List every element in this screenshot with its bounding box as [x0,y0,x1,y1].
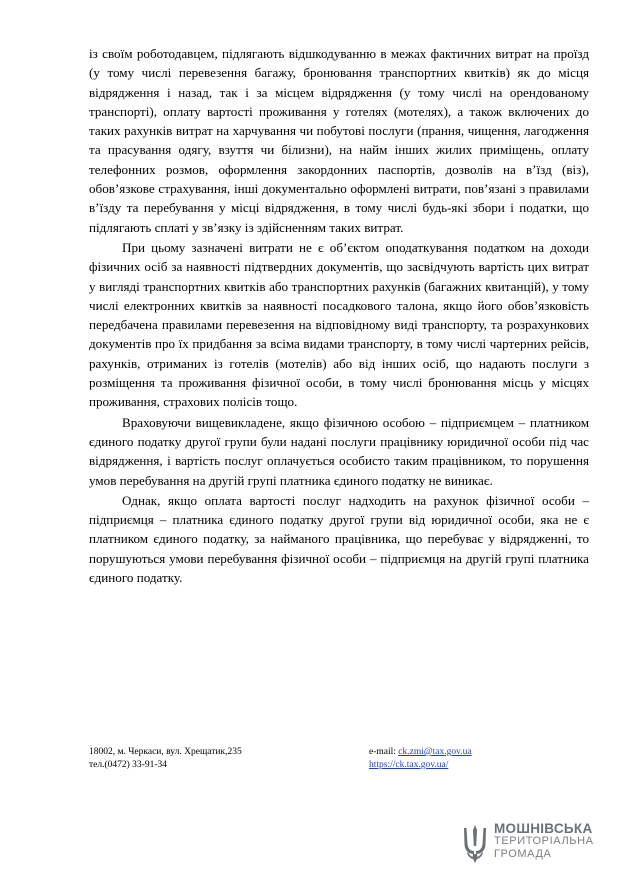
logo-line-2: ТЕРИТОРІАЛЬНА [494,835,594,847]
footer-email-line [369,746,472,759]
email-label: e-mail: [369,747,399,757]
footer-website-line [369,759,472,772]
footer-phone: тел.(0472) 33-91-34 [89,760,168,770]
paragraph-2: При цьому зазначені витрати не є об’єктом оподаткування податком на доходи фізичних осіб за наявності підтвердних документів, що засвідчують вартість цих витрат у вигляді транспортних квитків або транспортних рахунків (багажних квитанцій), у тому числі електронних квитків за наявності посадкового талона, якщо його обов’язковість передбачена правилами перевезення на відповідному виді транспорту, та розрахункових документів про їх придбання за всіма видами транспорту, в тому числі чартерних рейсів, рахунків, отриманих із готелів (мотелів) або від інших осіб, що надають послуги з розміщення та проживання фізичної особи, в тому числі бронювання місць у місцях проживання, страхових полісів тощо. [89,239,589,410]
footer-online [369,746,472,772]
document-body [89,44,589,587]
logo-line-1: МОШНІВСЬКА [494,821,593,836]
logo-text [494,822,594,861]
footer-contacts [89,746,242,772]
paragraph-4: Однак, якщо оплата вартості послуг надходить на рахунок фізичної особи – підприємця – платника єдиного податку другої групи від юридичної особи, яка не є платником єдиного податку, за найманого працівника, що перебуває у відрядженні, то порушуються умови перебування фізичної особи – підприємця на другій групі платника єдиного податку. [89,492,589,586]
paragraph-1: із своїм роботодавцем, підлягають відшкодуванню в межах фактичних витрат на проїзд (у тому числі перевезення багажу, бронювання транспортних квитків) як до місця відрядження і назад, так і за місцем відрядження (у тому числі на орендованому транспорті), оплату вартості проживання у готелях (мотелях), а також включених до таких рахунків витрат на харчування чи побутові послуги (прання, чищення, лагодження та прасування одягу, взуття чи білизни), на найм інших жилих приміщень, оплату телефонних розмов, оформлення закордонних паспортів, дозволів на в’їзд (віз), обов’язкове страхування, інші документально оформлені витрати, пов’язані з правилами в’їзду та перебування у місці відрядження, в тому числі будь-які збори і податки, що підлягають сплаті у зв’язку із здійсненням таких витрат. [89,46,589,235]
trident-icon [462,824,488,864]
logo-line-3: ГРОМАДА [494,848,552,860]
footer-address: 18002, м. Черкаси, вул. Хрещатик,235 [89,747,242,757]
website-link[interactable]: https://ck.tax.gov.ua/ [369,760,449,770]
paragraph-3: Враховуючи вищевикладене, якщо фізичною особою – підприємцем – платником єдиного податку другої групи були надані послуги працівнику юридичної особи під час відрядження, і вартість послуг оплачується особисто таким працівником, то порушення умов перебування на другій групі платника єдиного податку не виникає. [89,414,589,488]
community-logo [462,822,602,868]
email-link[interactable]: ck.zmi@tax.gov.ua [398,747,472,757]
